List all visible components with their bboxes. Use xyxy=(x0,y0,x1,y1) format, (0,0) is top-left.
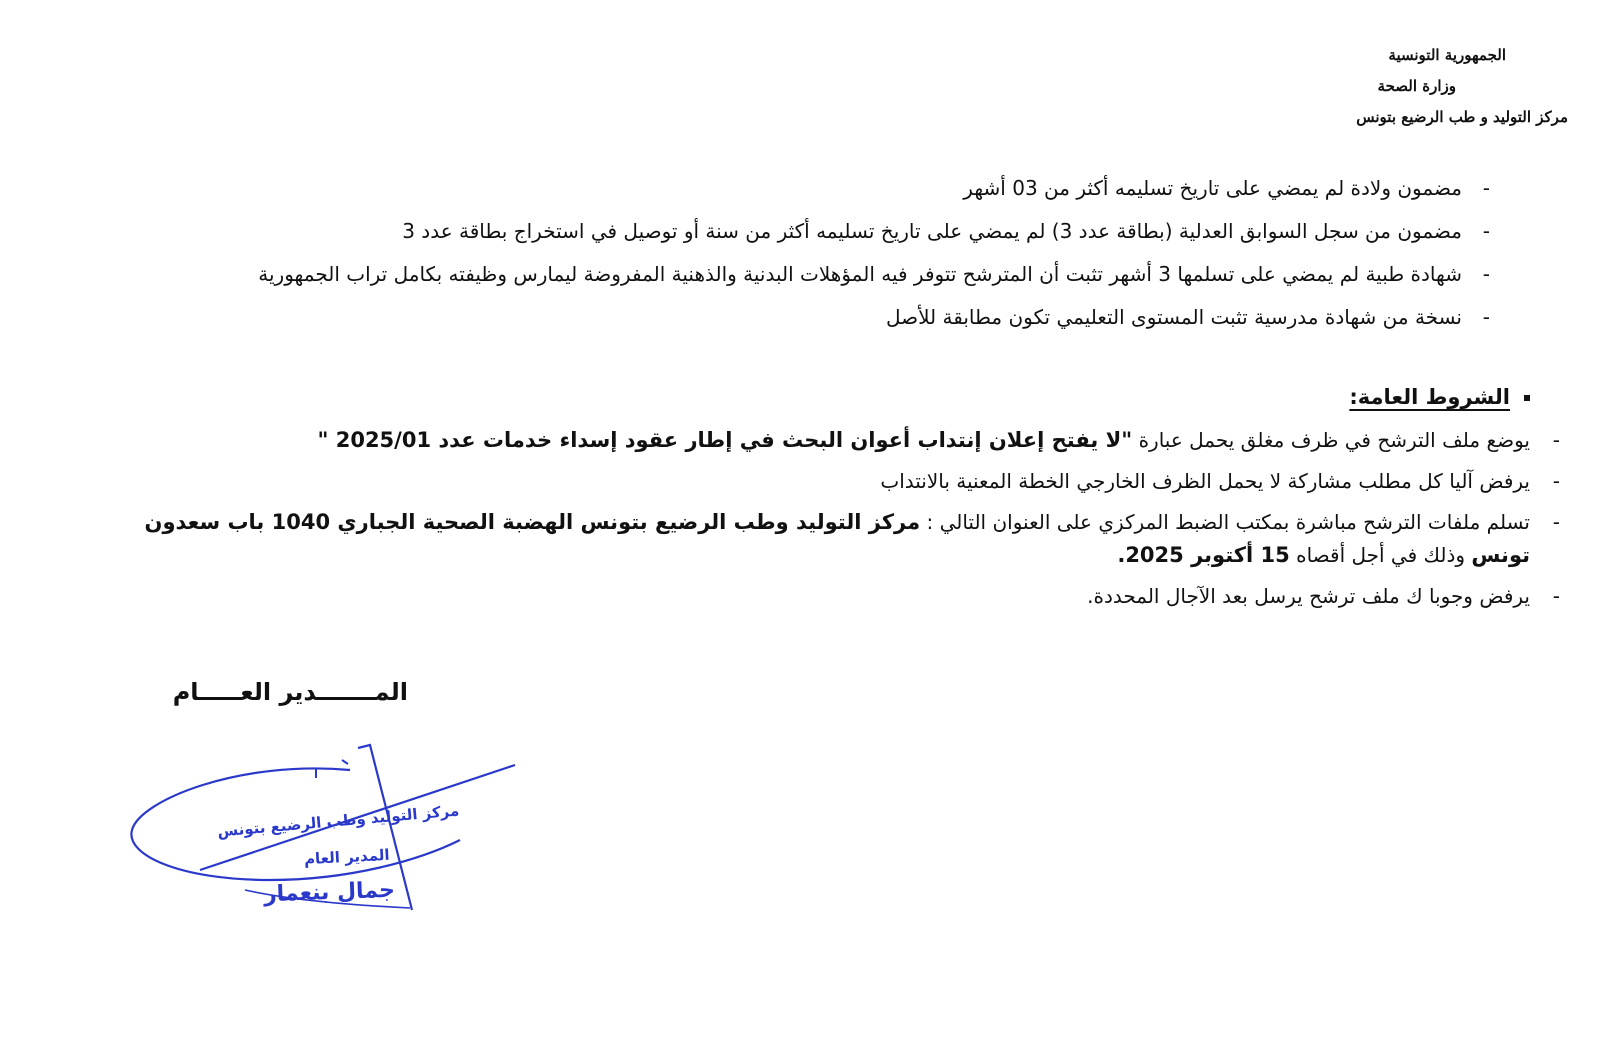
list-item xyxy=(100,172,1490,204)
rule-text: يوضع ملف الترشح في ظرف مغلق يحمل عبارة xyxy=(1132,428,1530,452)
list-dash: - xyxy=(1482,262,1490,286)
list-dash: - xyxy=(1552,428,1560,452)
director-title: المـــــــدير العـــــام xyxy=(172,678,408,706)
rule-text: يرفض آليا كل مطلب مشاركة لا يحمل الظرف الخارجي الخطة المعنية بالانتداب xyxy=(880,469,1530,493)
list-item xyxy=(80,506,1560,572)
letterhead xyxy=(1208,40,1568,133)
stamp-director-name: جمال بنعمار xyxy=(263,877,396,908)
document-text: مضمون ولادة لم يمضي على تاريخ تسليمه أكثر من 03 أشهر xyxy=(963,176,1462,200)
required-documents-list xyxy=(100,172,1490,344)
list-dash: - xyxy=(1552,510,1560,534)
list-dash: - xyxy=(1482,305,1490,329)
rule-text: تسلم ملفات الترشح مباشرة بمكتب الضبط المركزي على العنوان التالي : xyxy=(920,510,1530,534)
rule-address: مركز التوليد وطب الرضيع بتونس الهضبة الصحية الجباري 1040 باب سعدون تونس xyxy=(144,510,1530,567)
list-dash: - xyxy=(1482,176,1490,200)
letterhead-republic: الجمهورية التونسية xyxy=(1388,46,1506,64)
list-dash: - xyxy=(1482,219,1490,243)
stamp-position: المدير العام xyxy=(304,845,391,869)
list-dash: - xyxy=(1552,469,1560,493)
heading-text: الشروط العامة: xyxy=(1349,385,1510,409)
list-item xyxy=(80,424,1560,457)
rule-text: يرفض وجوبا ك ملف ترشح يرسل بعد الآجال المحددة. xyxy=(1087,584,1530,608)
document-text: مضمون من سجل السوابق العدلية (بطاقة عدد 3) لم يمضي على تاريخ تسليمه أكثر من سنة أو توصيل في استخراج بطاقة عدد 3 xyxy=(402,219,1462,243)
general-conditions-list xyxy=(80,424,1560,621)
list-dash: - xyxy=(1552,584,1560,608)
list-item xyxy=(100,301,1490,333)
letterhead-center: مركز التوليد و طب الرضيع بتونس xyxy=(1356,108,1568,126)
list-item xyxy=(80,465,1560,498)
stamp-center-name: مركز التوليد وطب الرضيع بتونس xyxy=(217,801,461,841)
document-text: شهادة طبية لم يمضي على تسلمها 3 أشهر تثبت أن المترشح تتوفر فيه المؤهلات البدنية والذهنية المفروضة ليمارس وظيفته بكامل تراب الجمهورية xyxy=(258,262,1462,286)
signature-strokes xyxy=(120,740,540,940)
signature-stamp xyxy=(120,740,540,940)
letterhead-ministry: وزارة الصحة xyxy=(1377,77,1456,95)
square-bullet-icon xyxy=(1524,395,1530,401)
document-text: نسخة من شهادة مدرسية تثبت المستوى التعليمي تكون مطابقة للأصل xyxy=(885,305,1462,329)
list-item xyxy=(100,258,1490,290)
list-item xyxy=(80,580,1560,613)
general-conditions-heading xyxy=(1349,382,1530,412)
list-item xyxy=(100,215,1490,247)
rule-text: وذلك في أجل أقصاه xyxy=(1289,543,1472,567)
signature-mark xyxy=(342,760,348,764)
rule-deadline: 15 أكتوبر 2025. xyxy=(1117,543,1290,567)
rule-bold-text: "لا يفتح إعلان إنتداب أعوان البحث في إطار عقود إسداء خدمات عدد 2025/01 " xyxy=(317,428,1133,452)
